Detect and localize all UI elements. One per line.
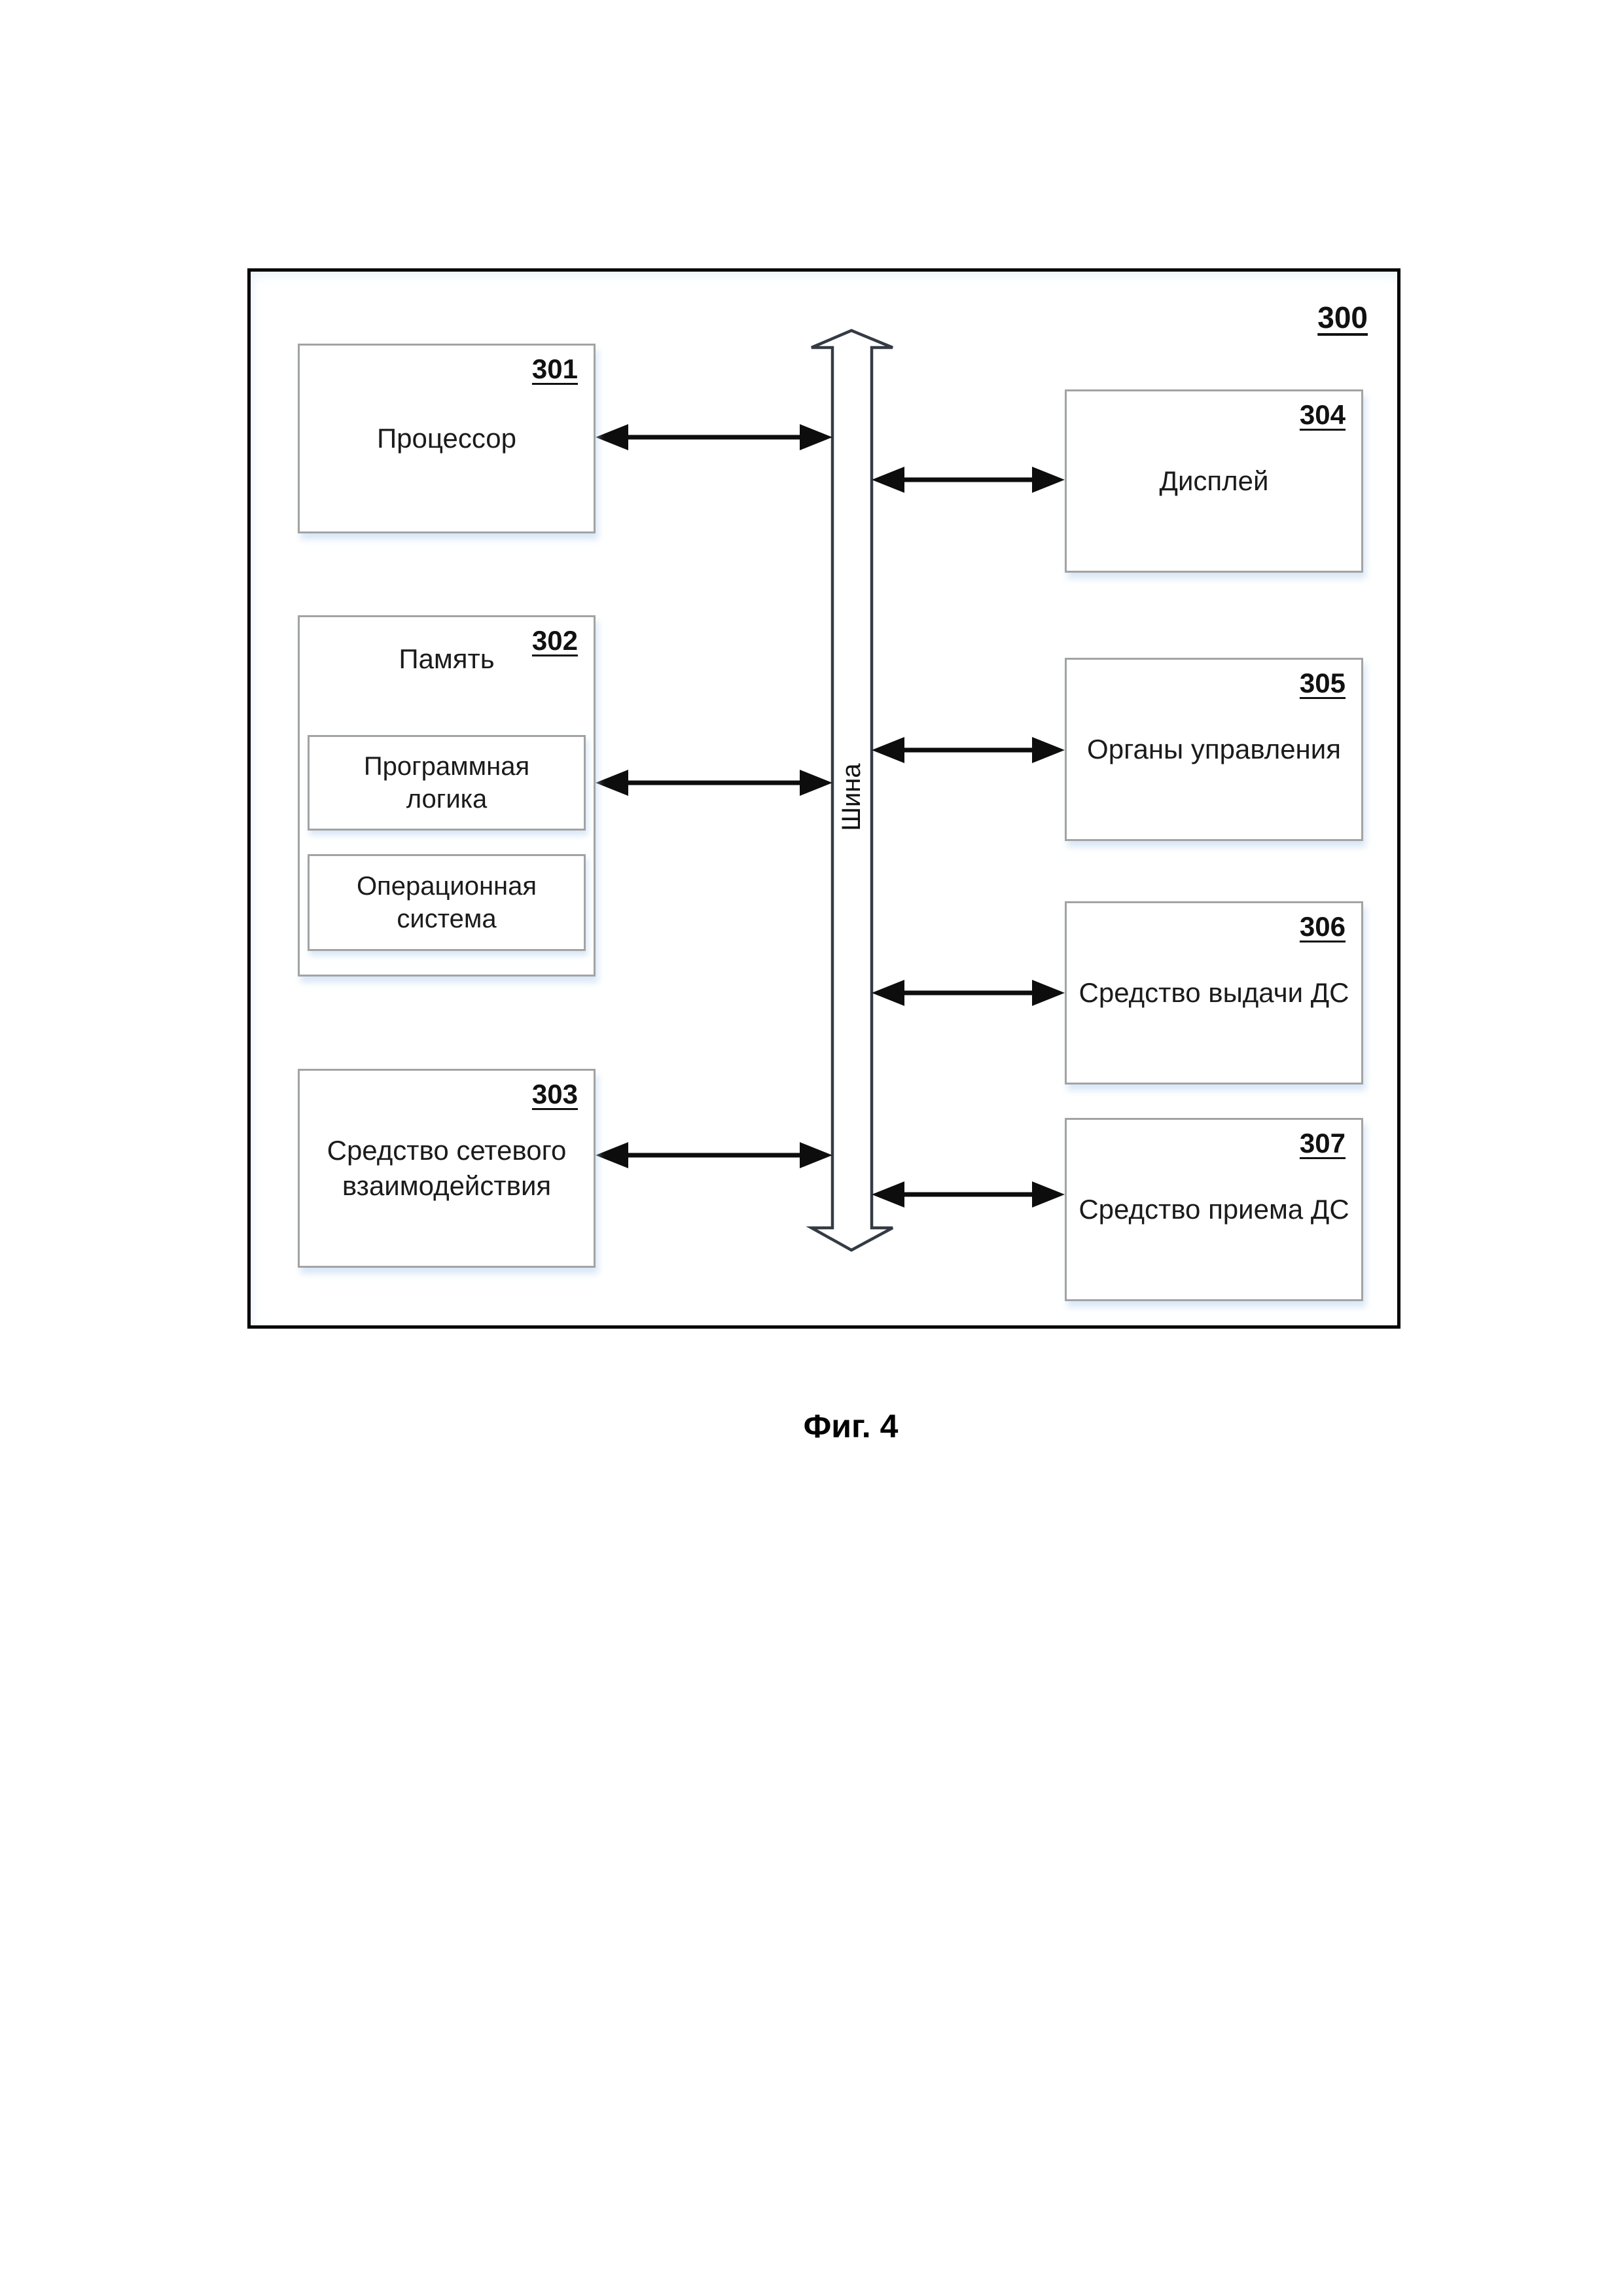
box-controls-label: Органы управления xyxy=(1087,734,1341,764)
box-cash-dispenser-label: Средство выдачи ДС xyxy=(1079,977,1349,1008)
connector-arrow-304 xyxy=(872,467,1065,493)
connector-arrow-305 xyxy=(872,737,1065,763)
box-program-logic xyxy=(308,735,586,831)
box-operating-system-label: Операционная система xyxy=(356,872,537,933)
bus-label-wrap xyxy=(812,758,891,836)
device-ref-label: 300 xyxy=(1317,300,1368,334)
box-operating-system xyxy=(308,854,586,951)
box-display xyxy=(1065,389,1363,573)
box-program-logic-label: Программная логика xyxy=(363,752,530,814)
connector-arrow-301 xyxy=(596,424,832,450)
box-network-interface-label: Средство сетевого взаимодействия xyxy=(327,1135,567,1201)
figure-caption: Фиг. 4 xyxy=(803,1408,899,1444)
box-cash-acceptor xyxy=(1065,1118,1363,1301)
box-processor xyxy=(298,344,596,533)
box-controls-ref: 305 xyxy=(1299,668,1346,698)
connector-arrow-302 xyxy=(596,770,832,796)
connector-arrow-307 xyxy=(872,1181,1065,1208)
box-display-ref: 304 xyxy=(1299,399,1346,430)
connector-arrow-306 xyxy=(872,980,1065,1006)
bus-label: Шина xyxy=(836,763,866,831)
connector-arrow-303 xyxy=(596,1142,832,1168)
box-memory-label: Память xyxy=(399,643,495,674)
box-cash-acceptor-label: Средство приема ДС xyxy=(1079,1194,1349,1225)
box-network-interface-ref: 303 xyxy=(531,1079,578,1109)
box-cash-acceptor-ref: 307 xyxy=(1299,1128,1346,1158)
box-memory-ref: 302 xyxy=(531,625,578,656)
box-cash-dispenser xyxy=(1065,901,1363,1085)
box-network-interface xyxy=(298,1069,596,1268)
box-controls xyxy=(1065,658,1363,841)
box-processor-label: Процессор xyxy=(376,423,517,454)
box-memory xyxy=(298,615,596,977)
box-display-label: Дисплей xyxy=(1159,465,1269,496)
box-processor-ref: 301 xyxy=(531,353,578,384)
box-cash-dispenser-ref: 306 xyxy=(1299,911,1346,942)
